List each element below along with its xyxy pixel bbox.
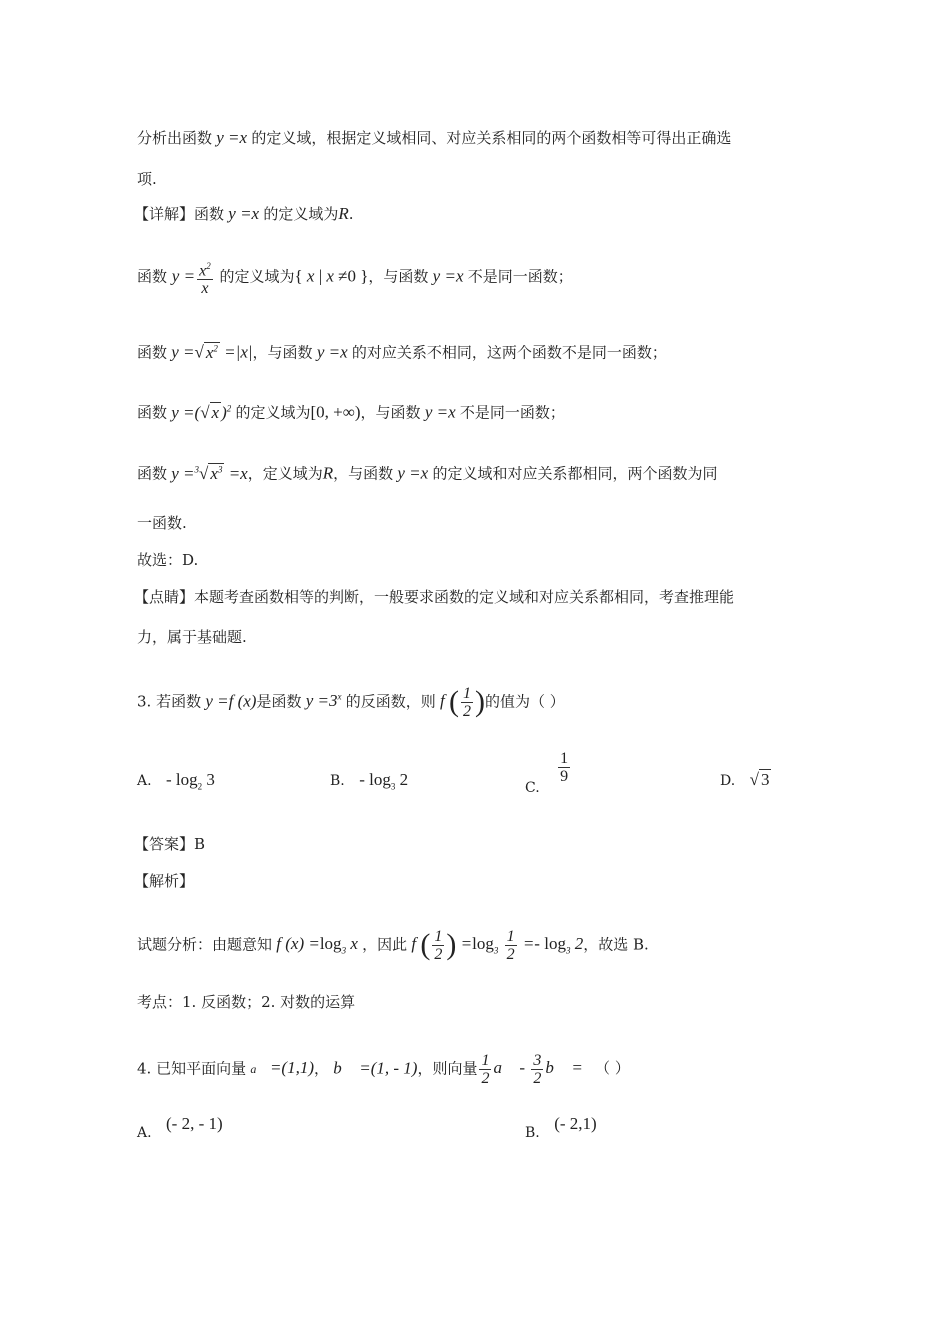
text-line (134, 587, 734, 607)
text-line (137, 627, 247, 647)
text: 函数 (137, 267, 168, 286)
text: 试题分析：由题意知 (137, 935, 273, 954)
text: 的对应关系不相同，这两个函数不是同一函数； (351, 343, 667, 362)
math-y-eq-x: y =x (224, 204, 264, 223)
numerator: 1 (560, 750, 569, 767)
option-b-math: (- 2,1) (554, 1114, 597, 1133)
text: 4. 已知平面向量 (137, 1059, 247, 1078)
option-d-math: √ 3 (749, 770, 770, 789)
text: ，与函数 (368, 267, 429, 286)
text: 不是同一函数； (467, 267, 573, 286)
question-4 (137, 1052, 630, 1087)
option-label: A. (137, 773, 152, 789)
text: 函数 (137, 403, 168, 422)
math-y-eq-x: y =x (212, 128, 252, 147)
option-c-fraction (558, 750, 570, 785)
text-line (137, 459, 717, 484)
math-vector-b: b⃗ =(1, - 1) (329, 1058, 418, 1078)
option-label: D. (720, 773, 736, 789)
text-line (137, 338, 667, 363)
option-label: A. (137, 1125, 152, 1141)
option-a (137, 1114, 223, 1142)
text: 分析出函数 (137, 129, 213, 147)
option-a-math: (- 2, - 1) (166, 1114, 223, 1133)
math-fx-log: f $(x) =\log_3$ x (272, 934, 363, 956)
text: 函数 (137, 343, 168, 362)
text-line (137, 169, 157, 189)
solution-line (137, 928, 649, 963)
math-y-eq-fx: y =f (x) (201, 691, 257, 711)
option-d (720, 770, 771, 790)
math-R: R (338, 204, 349, 223)
text: 函数 (137, 464, 168, 483)
math-y-eq-x: y =x (312, 342, 352, 362)
text-line (134, 204, 354, 224)
answer-line (134, 834, 205, 854)
option-b-math: - $\log_3 2$ (359, 770, 409, 792)
option-label: B. (525, 1125, 540, 1141)
text: . (348, 205, 354, 223)
math-set: { x | x ≠0 } (294, 266, 369, 286)
text: （ ） (595, 1059, 630, 1078)
math-f-half-eval: f ( $\frac{1}{2}$ ) $=\log_3$ $\frac{1}{2}$ =- $\log_3 2$ (407, 928, 584, 963)
text: 的定义域为 (263, 205, 339, 223)
text: 函数 (194, 205, 225, 223)
option-label: C. (525, 779, 540, 796)
question-3 (137, 685, 565, 720)
math-fraction: $\frac{x^2}{x}$ (197, 258, 213, 297)
math-y-eq-x: y =x (428, 266, 468, 286)
text: 的值为（ ） (485, 692, 565, 711)
analysis-tag-line (134, 871, 194, 891)
key-points-line (137, 992, 355, 1012)
text: 的定义域，根据定义域相同、对应关系相同的两个函数相等可得出正确选 (251, 129, 732, 147)
math-sqrt-expr: y =√ $x^2 =|x|$ (167, 342, 253, 362)
text-line (137, 513, 187, 533)
text: ， (313, 1059, 329, 1078)
math-f-half: f ( $\frac{1}{2}$ ) (435, 685, 485, 720)
text: 的反函数，则 (345, 692, 436, 711)
text-line (137, 550, 198, 570)
text: 的定义域为 (219, 267, 295, 286)
text: 的定义域为 (235, 403, 311, 422)
math-R: R (322, 463, 334, 483)
text: 3. 若函数 (137, 692, 202, 711)
option-b (330, 770, 408, 791)
text: ，与函数 (333, 464, 394, 483)
text: 故选：D. (137, 551, 199, 569)
text: 力，属于基础题. (137, 628, 247, 646)
math-sqrt-squared: y =(√ x )$^2$ (167, 402, 232, 422)
math-interval: [0, +∞) (310, 402, 361, 422)
answer-tag: 【答案】 (134, 835, 195, 853)
answer-value: B (194, 835, 206, 853)
option-c (525, 750, 572, 796)
math-y-eq-x: y =x (393, 463, 433, 483)
math-y-eq-x: y =x (420, 402, 460, 422)
text: 不是同一函数； (459, 403, 565, 422)
text: ，与函数 (252, 343, 313, 362)
math-y-eq-3x: $y =3^x$ (301, 691, 342, 711)
text: ，故选 B. (583, 935, 649, 954)
section-tag: 【详解】 (134, 205, 195, 223)
option-b (525, 1114, 597, 1142)
text: ，定义域为 (247, 464, 323, 483)
text-line (137, 398, 565, 423)
section-tag: 【点睛】 (134, 588, 195, 606)
option-a (137, 770, 215, 791)
text: ，与函数 (360, 403, 421, 422)
text-line (137, 258, 573, 297)
text: 项. (137, 170, 157, 188)
text: 的定义域和对应关系都相同，两个函数为同 (432, 464, 718, 483)
text: ，因此 (362, 935, 408, 954)
option-a-math: - $\log_2 3$ (166, 770, 215, 792)
text: 一函数. (137, 514, 187, 532)
denominator: 9 (560, 768, 569, 785)
text: 本题考查函数相等的判断，一般要求函数的定义域和对应关系都相同，考查推理能 (194, 588, 735, 606)
text-line (137, 128, 731, 148)
text: ，则向量 (417, 1059, 478, 1078)
math-vector-expr: $\frac{1}{2}$ a⃗ - $\frac{3}{2}$ b⃗ = (481, 1052, 588, 1087)
math-y: y = (171, 266, 196, 286)
math-cube-root: y =$^3$√ $x^3 =x$ (167, 463, 248, 483)
option-label: B. (330, 773, 345, 789)
text: 是函数 (256, 692, 302, 711)
analysis-tag: 【解析】 (134, 872, 195, 890)
math-vector-a: a⃗ =(1,1) (250, 1058, 314, 1078)
text: 考点：1. 反函数；2. 对数的运算 (137, 993, 356, 1011)
